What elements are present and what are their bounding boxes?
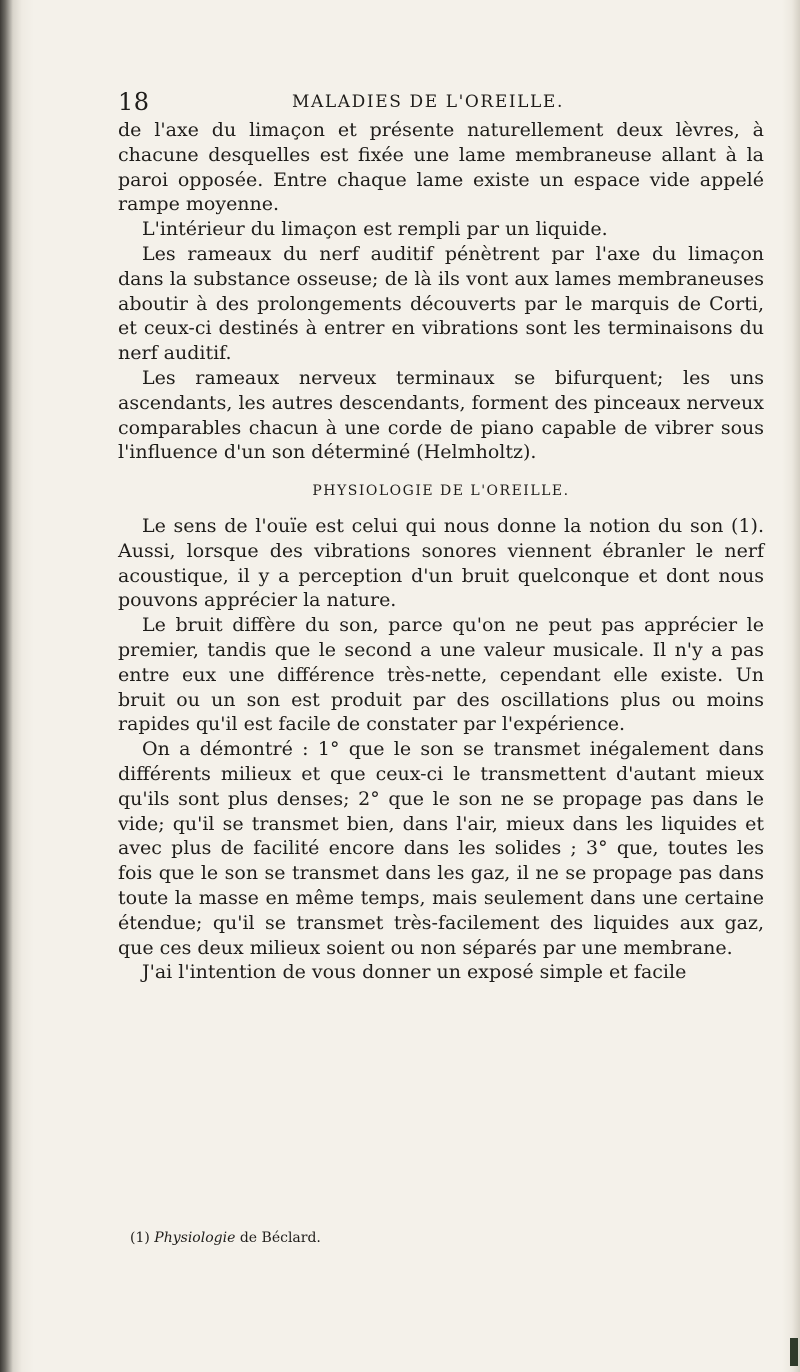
page-header (118, 88, 738, 118)
paragraph: Les rameaux nerveux terminaux se bifurquent; les uns ascendants, les autres descendants, forment des pinceaux nerveux comparables chacun à une corde de piano capable de vibrer sous l'influence d'un son déterminé (Helmholtz). (118, 366, 764, 464)
footnote-marker: (1) (130, 1230, 150, 1246)
footnote-author: de Béclard. (239, 1230, 321, 1246)
paragraph: L'intérieur du limaçon est rempli par un liquide. (142, 218, 608, 241)
binding-shadow (0, 0, 34, 1372)
paragraph: Les rameaux du nerf auditif pénètrent par l'axe du limaçon dans la substance osseuse; de là ils vont aux lames membraneuses aboutir à des prolongements découverts par le marquis de Corti, et ceux-ci destinés à entrer en vibrations sont les terminaisons du nerf auditif. (118, 242, 764, 365)
section-heading: PHYSIOLOGIE DE L'OREILLE. (312, 483, 570, 500)
paragraph: de l'axe du limaçon et présente naturellement deux lèvres, à chacune desquelles est fixée une lame membraneuse allant à la paroi opposée. Entre chaque lame existe un espace vide appelé rampe moyenne. (118, 119, 764, 216)
page-number: 18 (118, 88, 150, 116)
body-text (118, 118, 764, 985)
footnote-work-title: Physiologie (154, 1230, 236, 1246)
page-edge (782, 0, 800, 1372)
corner-mark (790, 1338, 798, 1366)
running-title: MALADIES DE L'OREILLE. (292, 92, 564, 112)
footnote (130, 1228, 321, 1248)
paragraph: J'ai l'intention de vous donner un exposé simple et facile (142, 961, 687, 984)
paragraph: Le bruit diffère du son, parce qu'on ne peut pas apprécier le premier, tandis que le second a une valeur musicale. Il n'y a pas entre eux une différence très-nette, cependant elle existe. Un bruit ou un son est produit par des oscillations plus ou moins rapides qu'il est facile de constater par l'expérience. (118, 614, 764, 736)
paragraph: Le sens de l'ouïe est celui qui nous donne la notion du son (1). Aussi, lorsque des vibrations sonores viennent ébranler le nerf acoustique, il y a perception d'un bruit quelconque et dont nous pouvons apprécier la nature. (118, 514, 764, 612)
paragraph: On a démontré : 1° que le son se transmet inégalement dans différents milieux et que ceux-ci le transmettent d'autant mieux qu'ils sont plus denses; 2° que le son ne se propage pas dans le vide; qu'il se transmet bien, dans l'air, mieux dans les liquides et avec plus de facilité encore dans les solides ; 3° que, toutes les fois que le son se transmet dans les gaz, il ne se propage pas dans toute la masse en même temps, mais seulement dans une certaine étendue; qu'il se transmet très-facilement des liquides aux gaz, que ces deux milieux soient ou non séparés par une membrane. (118, 738, 764, 959)
